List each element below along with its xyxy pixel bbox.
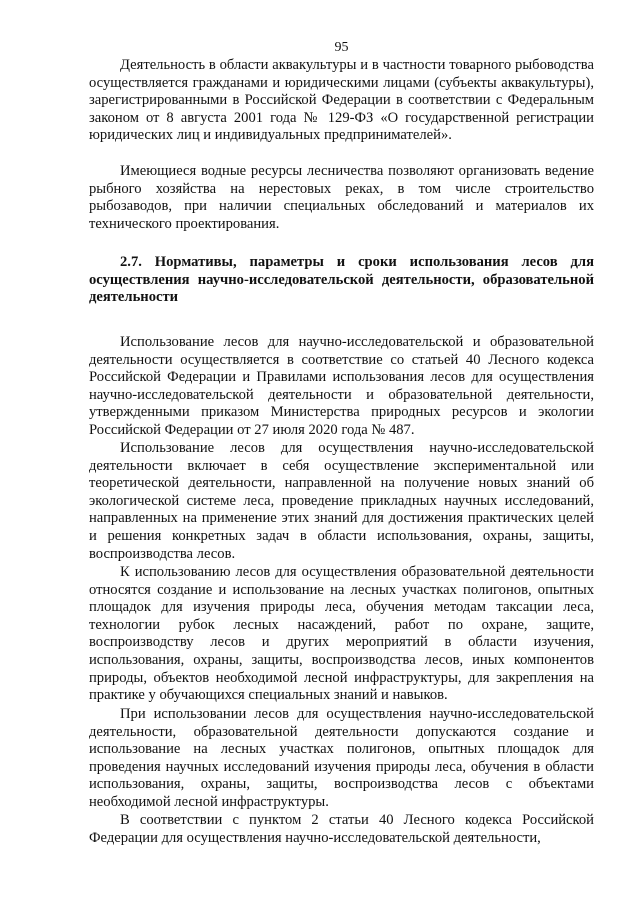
section-heading: 2.7. Нормативы, параметры и сроки использования лесов для осуществления научно-исследовательской деятельности, образовательной деятельности [89,254,594,306]
paragraph-article-40-clause-2: В соответствии с пунктом 2 статьи 40 Лесного кодекса Российской Федерации для осуществления научно-исследовательской деятельности, [89,812,594,846]
paragraph-educational-activity-scope: К использованию лесов для осуществления образовательной деятельности относятся создание и использование на лесных участках полигонов, опытных площадок для изучения природы леса, обучения методам таксации леса, технологии рубок лесных насаждений, работ по охране, защите, воспроизводству лесов и других мероприятий в области изучения, использования, охраны, защиты, воспроизводства лесов, иных компонентов природы, объектов необходимой лесной инфраструктуры, для закрепления на практике у обучающихся специальных знаний и навыков. [89,564,594,704]
paragraph-permitted-facilities: При использовании лесов для осуществления научно-исследовательской деятельности, образовательной деятельности допускаются создание и использование на лесных участках полигонов, опытных площадок для проведения научных исследований изучения природы леса, обучения в области использования, охраны, защиты, воспроизводства лесов с объектами необходимой лесной инфраструктуры. [89,706,594,810]
paragraph-research-activity-scope: Использование лесов для осуществления научно-исследовательской деятельности включает в себя осуществление экспериментальной или теоретической деятельности, направленной на получение новых знаний об экологической системе леса, проведение прикладных научных исследований, направленных на применение этих знаний для достижения практических целей и решения конкретных задач в области использования, охраны, защиты, воспроизводства лесов. [89,440,594,562]
page-number: 95 [334,40,349,55]
paragraph-research-use-basis: Использование лесов для научно-исследовательской и образовательной деятельности осуществляется в соответствие со статьей 40 Лесного кодекса Российской Федерации и Правилами использования лесов для осуществления научно-исследовательской деятельности и образовательной деятельности, утвержденными приказом Министерства природных ресурсов и экологии Российской Федерации от 27 июля 2020 года № 487. [89,334,594,438]
paragraph-water-resources: Имеющиеся водные ресурсы лесничества позволяют организовать ведение рыбного хозяйства на нерестовых реках, в том числе строительство рыбозаводов, при наличии специальных обследований и материалов их технического проектирования. [89,163,594,232]
paragraph-aquaculture-subjects: Деятельность в области аквакультуры и в частности товарного рыбоводства осуществляется гражданами и юридическими лицами (субъекты аквакультуры), зарегистрированными в Российской Федерации в соответствии с Федеральным законом от 8 августа 2001 года № 129-ФЗ «О государственной регистрации юридических лиц и индивидуальных предпринимателей». [89,57,594,144]
